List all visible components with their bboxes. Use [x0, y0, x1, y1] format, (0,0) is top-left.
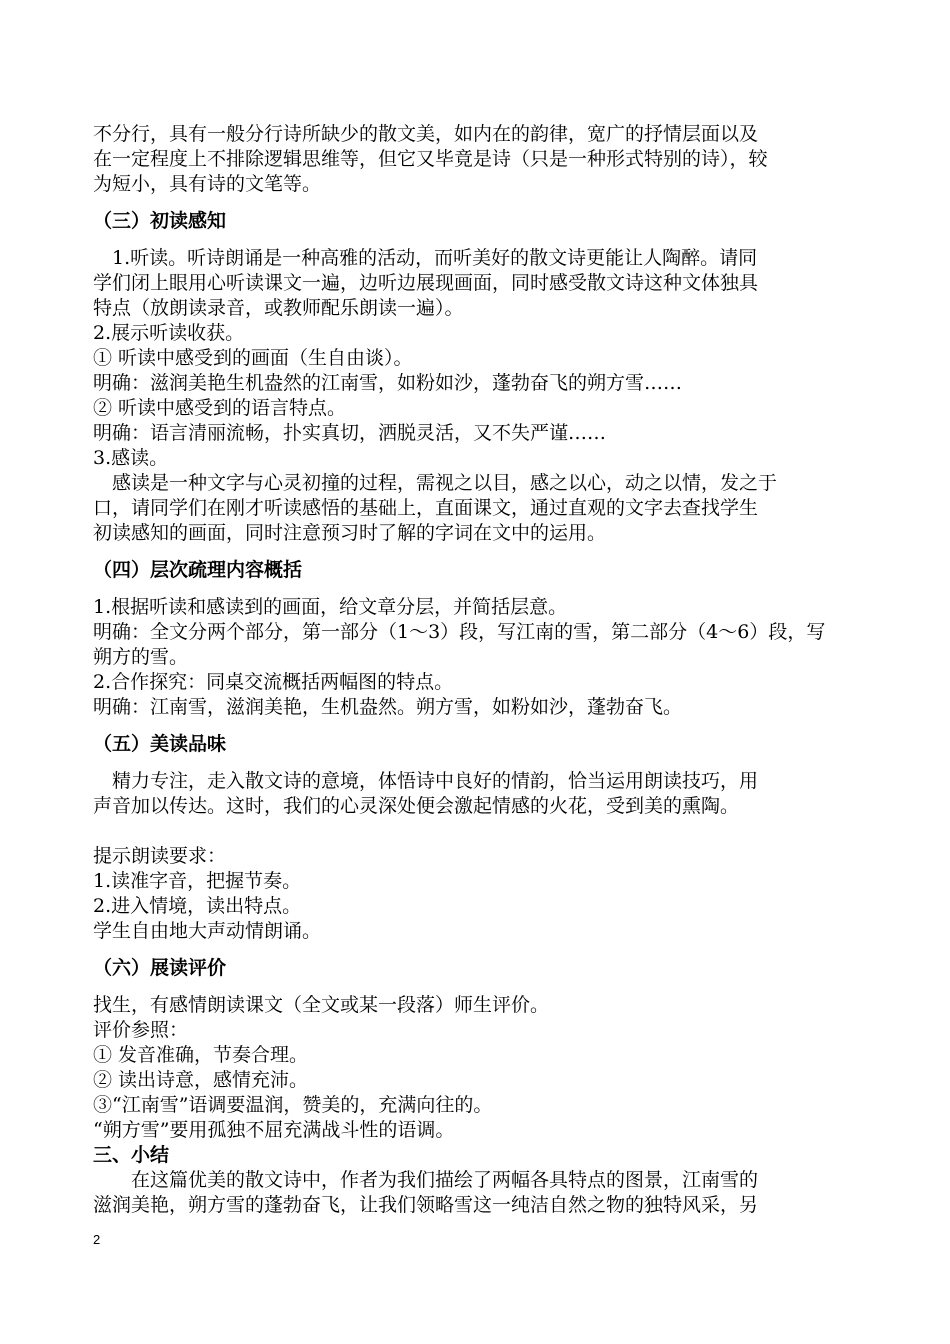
text-line: 口，请同学们在刚才听读感悟的基础上，直面课文，通过直观的文字去查找学生 [93, 497, 759, 519]
text-line: 滋润美艳，朔方雪的蓬勃奋飞，让我们领略雪这一纯洁自然之物的独特风采，另 [93, 1194, 759, 1216]
section-heading: （四）层次疏理内容概括 [93, 559, 303, 581]
text-line: ① 听读中感受到的画面（生自由谈）。 [93, 347, 413, 369]
text-line: 初读感知的画面，同时注意预习时了解的字词在文中的运用。 [93, 522, 607, 544]
text-line: “朔方雪”要用孤独不屈充满战斗性的语调。 [93, 1119, 455, 1141]
section-heading: （三）初读感知 [93, 210, 227, 232]
text-line: 为短小，具有诗的文笔等。 [93, 173, 322, 195]
text-line: 评价参照： [93, 1019, 189, 1041]
text-line: 1.根据听读和感读到的画面，给文章分层，并简括层意。 [93, 596, 568, 618]
text-line: 明确：语言清丽流畅，扑实真切，洒脱灵活，又不失严谨…… [93, 422, 607, 444]
text-line: 不分行，具有一般分行诗所缺少的散文美，如内在的韵律，宽广的抒情层面以及 [93, 123, 759, 145]
text-line: 1.读准字音，把握节奏。 [93, 870, 302, 892]
text-line: 在一定程度上不排除逻辑思维等，但它又毕竟是诗（只是一种形式特别的诗），较 [93, 148, 768, 170]
text-line: 明确：滋润美艳生机盎然的江南雪，如粉如沙，蓬勃奋飞的朔方雪…… [93, 372, 683, 394]
text-line: ③“江南雪”语调要温润，赞美的，充满向往的。 [93, 1094, 493, 1116]
text-line: 精力专注，走入散文诗的意境，体悟诗中良好的情韵，恰当运用朗读技巧，用 [112, 770, 759, 792]
text-line: 3.感读。 [93, 447, 169, 469]
blank-line [93, 819, 863, 844]
text-line: 明确：全文分两个部分，第一部分（1～3）段，写江南的雪，第二部分（4～6）段，写 [93, 621, 826, 643]
text-line: 1.听读。听诗朗诵是一种高雅的活动，而听美好的散文诗更能让人陶醉。请同 [112, 247, 758, 269]
text-line: 在这篇优美的散文诗中，作者为我们描绘了两幅各具特点的图景，江南雪的 [131, 1169, 759, 1191]
section-heading: 三、小结 [93, 1144, 170, 1166]
text-line: 找生，有感情朗读课文（全文或某一段落）师生评价。 [93, 994, 550, 1016]
text-line: 朔方的雪。 [93, 646, 189, 668]
text-line: ② 读出诗意，感情充沛。 [93, 1069, 309, 1091]
text-line: 2.展示听读收获。 [93, 322, 245, 344]
text-line: ① 发音准确，节奏合理。 [93, 1044, 309, 1066]
text-line: 2.合作探究：同桌交流概括两幅图的特点。 [93, 671, 454, 693]
text-line: 学们闭上眼用心听读课文一遍，边听边展现画面，同时感受散文诗这种文体独具 [93, 272, 759, 294]
text-line: 明确：江南雪，滋润美艳，生机盎然。朔方雪，如粉如沙，蓬勃奋飞。 [93, 696, 683, 718]
text-line: 学生自由地大声动情朗诵。 [93, 920, 322, 942]
text-line: ② 听读中感受到的语言特点。 [93, 397, 347, 419]
section-heading: （六）展读评价 [93, 957, 227, 979]
text-line: 特点（放朗读录音，或教师配乐朗读一遍）。 [93, 297, 464, 319]
text-line: 提示朗读要求： [93, 845, 227, 867]
page-number: 2 [93, 1232, 101, 1247]
text-line: 声音加以传达。这时，我们的心灵深处便会激起情感的火花，受到美的熏陶。 [93, 795, 740, 817]
text-line: 感读是一种文字与心灵初撞的过程，需视之以目，感之以心，动之以情，发之于 [112, 472, 778, 494]
section-heading: （五）美读品味 [93, 733, 227, 755]
document-page [93, 122, 863, 1218]
text-line: 2.进入情境，读出特点。 [93, 895, 302, 917]
